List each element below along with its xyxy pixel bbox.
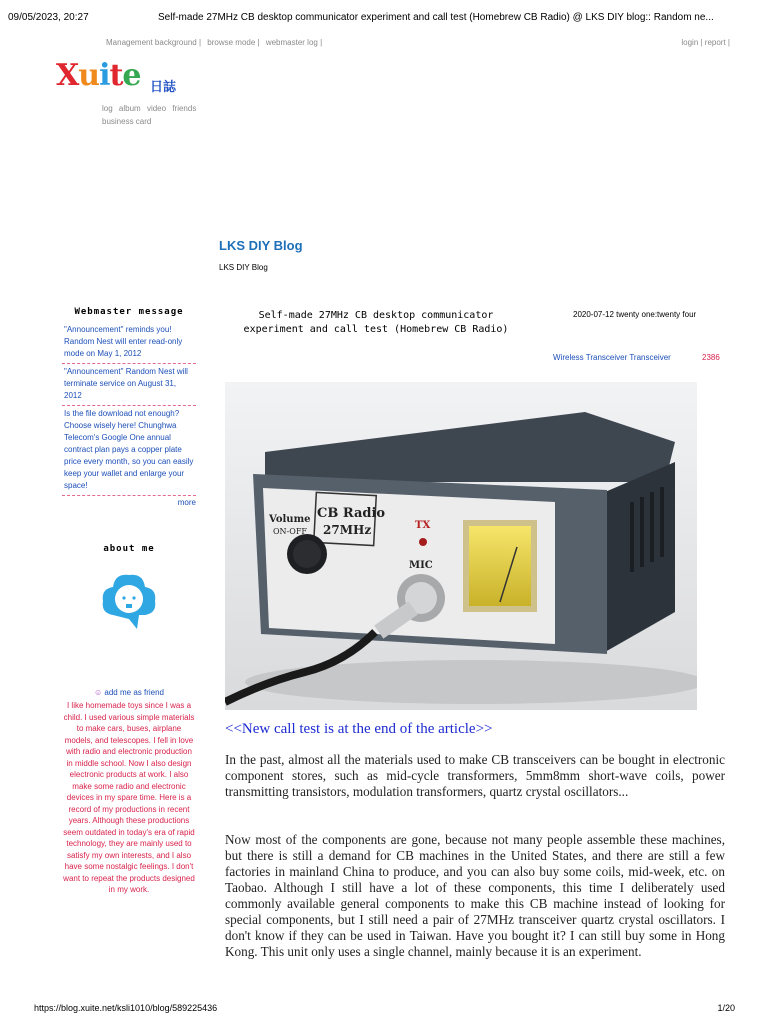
- about-me-bio: I like homemade toys since I was a child. I used various simple materials to make cars, buses, airplane models, and telescopes. I fell in love with radio and electronic production in middle school. Now I also design electronic products at work. I also make some radio and electronic devices in my spare time. Here is a record of my productions in recent years. Although these productions seem outdated in today's era of rapid technology, they are mainly used to satisfy my own interests, and I also have some nostalgic feelings. I don't want to repeat the products designed in my work.: [63, 701, 195, 894]
- sidebar: [62, 306, 196, 896]
- article-date: 2020-07-12 twenty one:twenty four: [573, 310, 697, 319]
- blog-subtitle: LKS DIY Blog: [219, 263, 268, 272]
- logo-letter: u: [78, 58, 100, 93]
- cb-radio-text: CB Radio: [317, 506, 386, 521]
- webmaster-log-link[interactable]: webmaster log |: [265, 38, 323, 47]
- print-page-number: 1/20: [717, 1003, 735, 1013]
- subnav-log[interactable]: log: [102, 104, 113, 113]
- add-friend-icon: ☺: [94, 688, 103, 697]
- logo-letter: i: [99, 58, 110, 93]
- cb-radio-photo: [225, 382, 697, 710]
- about-me-heading: about me: [103, 544, 155, 554]
- logo-letter: e: [122, 58, 141, 93]
- blog-sub-nav: [102, 102, 212, 128]
- print-header: [8, 6, 760, 26]
- print-datetime: 09/05/2023, 20:27: [8, 12, 89, 23]
- top-nav-left: [106, 38, 326, 47]
- cloud-face-avatar-icon[interactable]: [99, 569, 159, 639]
- subnav-video[interactable]: video: [146, 104, 167, 113]
- freq-text: 27MHz: [323, 523, 372, 537]
- xuite-logo[interactable]: [56, 58, 186, 98]
- blog-title[interactable]: LKS DIY Blog: [219, 238, 303, 253]
- webmaster-message-heading: Webmaster message: [74, 307, 184, 317]
- browse-mode-link[interactable]: browse mode |: [207, 38, 260, 47]
- logo-letter: t: [109, 58, 123, 93]
- article-view-count: 2386: [702, 353, 720, 362]
- article-title[interactable]: Self-made 27MHz CB desktop communicator experiment and call test (Homebrew CB Radio): [243, 310, 509, 335]
- top-nav-right: [681, 38, 730, 47]
- update-link[interactable]: <<New call test is at the end of the article>>: [225, 721, 493, 737]
- tx-text: TX: [415, 520, 431, 531]
- print-page-title: Self-made 27MHz CB desktop communicator experiment and call test (Homebrew CB Radio) @ LKS DIY blog:: Random ne...: [158, 12, 714, 23]
- add-friend-link[interactable]: [62, 687, 196, 698]
- article-paragraph: Now most of the components are gone, because not many people assemble these machines, but there is still a demand for CB machines in the United States, and there are still a few factories in mainland China to produce, and you can also buy some coils, mid-week, etc. on Taobao. Although I still have a lot of these components, this time I deliberately used commonly available general components to make this CB machine instead of looking for special components, but I still need a pair of 27MHz transceiver quartz crystal oscillators. I don't know if they can be used in Taiwan. Have you bought it? I can still buy some in Hong Kong. This unit only uses a single channel, mainly because it is an experiment.: [225, 832, 725, 959]
- on-off-text: ON-OFF: [273, 527, 307, 536]
- logo-wordmark: [56, 58, 140, 93]
- webmaster-message-item[interactable]: "Announcement" reminds you! Random Nest will enter read-only mode on May 1, 2012: [62, 322, 196, 364]
- subnav-friends[interactable]: friends: [172, 104, 197, 113]
- logo-letter: X: [56, 58, 79, 93]
- add-friend-label: add me as friend: [104, 688, 164, 697]
- webmaster-message-item[interactable]: Is the file download not enough? Choose wisely here! Chunghwa Telecom's Google One annual contract plan pays a copper plate price every month, so you can easily keep your wallet and enlarge your space!: [62, 406, 196, 496]
- report-link[interactable]: report |: [704, 38, 730, 47]
- subnav-business-card[interactable]: business card: [102, 117, 152, 126]
- more-link[interactable]: more: [177, 498, 196, 507]
- print-url: https://blog.xuite.net/ksli1010/blog/589225436: [34, 1003, 218, 1013]
- volume-text: Volume: [269, 514, 311, 525]
- subnav-album[interactable]: album: [118, 104, 141, 113]
- webmaster-message-item[interactable]: "Announcement" Random Nest will terminate service on August 31, 2012: [62, 364, 196, 406]
- article-paragraph: In the past, almost all the materials used to make CB transceivers can be bought in electronic component stores, such as mid-cycle transformers, 5mm8mm short-wave coils, power transmitting transistors, modulation transformers, quartz crystal oscillators...: [225, 752, 725, 799]
- login-link[interactable]: login |: [681, 38, 703, 47]
- mic-text: MIC: [409, 560, 433, 571]
- webmaster-message-list: [62, 322, 196, 496]
- management-background-link[interactable]: Management background |: [106, 38, 202, 47]
- logo-diary-label: 日誌: [150, 79, 177, 94]
- article-category-link[interactable]: Wireless Transceiver Transceiver: [553, 353, 671, 362]
